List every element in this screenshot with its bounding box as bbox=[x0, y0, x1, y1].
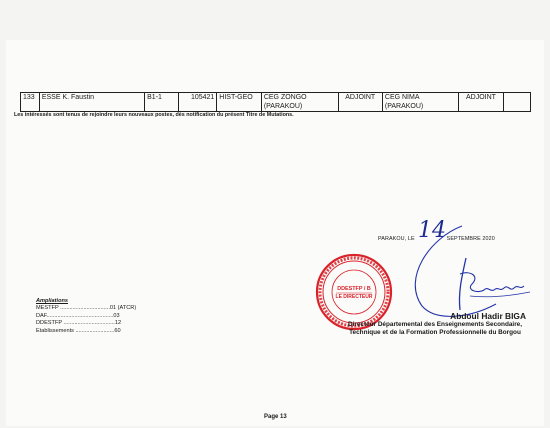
place: PARAKOU, LE bbox=[378, 236, 415, 242]
ampliation-line: DAF...........................................03 bbox=[36, 312, 120, 319]
ampliation-line: DDESTFP .................................12 bbox=[36, 320, 122, 327]
origin-school-town: (PARAKOU) bbox=[263, 103, 303, 110]
destination-role: ADJOINT bbox=[459, 93, 503, 112]
ampliations-title: Ampliations bbox=[36, 298, 69, 304]
agent-discipline: HIST-GEO bbox=[217, 93, 262, 112]
destination-school-town: (PARAKOU) bbox=[384, 103, 424, 110]
origin-school-name: CEG ZONGO bbox=[263, 94, 307, 101]
ampliation-line: MESTFP ................................01 (ATCR) bbox=[36, 305, 137, 312]
row-number: 133 bbox=[21, 93, 40, 112]
destination-school bbox=[382, 93, 458, 112]
agent-name: ESSE K. Faustin bbox=[39, 93, 144, 112]
signatory-block bbox=[330, 312, 540, 337]
origin-role: ADJOINT bbox=[338, 93, 382, 112]
destination-school-name: CEG NIMA bbox=[384, 94, 420, 101]
stamp-center-line1: DDESTFP / B bbox=[337, 286, 371, 292]
handwritten-day: 14 bbox=[418, 218, 446, 243]
notice-text: Les intéressés sont tenus de rejoindre leurs nouveaux postes, dès notification du présent Titre de Mutations. bbox=[14, 112, 294, 118]
signatory-title-line2: Technique et de la Formation Professionnelle du Borgou bbox=[349, 329, 521, 336]
table-row bbox=[21, 93, 531, 112]
mutation-table bbox=[20, 92, 531, 112]
ampliation-line: Etablissements .........................60 bbox=[36, 327, 121, 334]
origin-school bbox=[261, 93, 338, 112]
signatory-name: Abdoul Hadir BIGA bbox=[450, 311, 526, 321]
stamp-center-line2: LE DIRECTEUR bbox=[335, 294, 373, 300]
agent-matricule: 105421 bbox=[179, 93, 217, 112]
ampliations-block bbox=[36, 298, 136, 335]
month-year: SEPTEMBRE 2020 bbox=[446, 236, 495, 242]
page-number: Page 13 bbox=[264, 414, 287, 420]
signatory-title-line1: Directeur Départemental des Enseignements Secondaire, bbox=[347, 321, 523, 328]
empty-cell bbox=[503, 93, 530, 112]
agent-grade: B1-1 bbox=[145, 93, 179, 112]
